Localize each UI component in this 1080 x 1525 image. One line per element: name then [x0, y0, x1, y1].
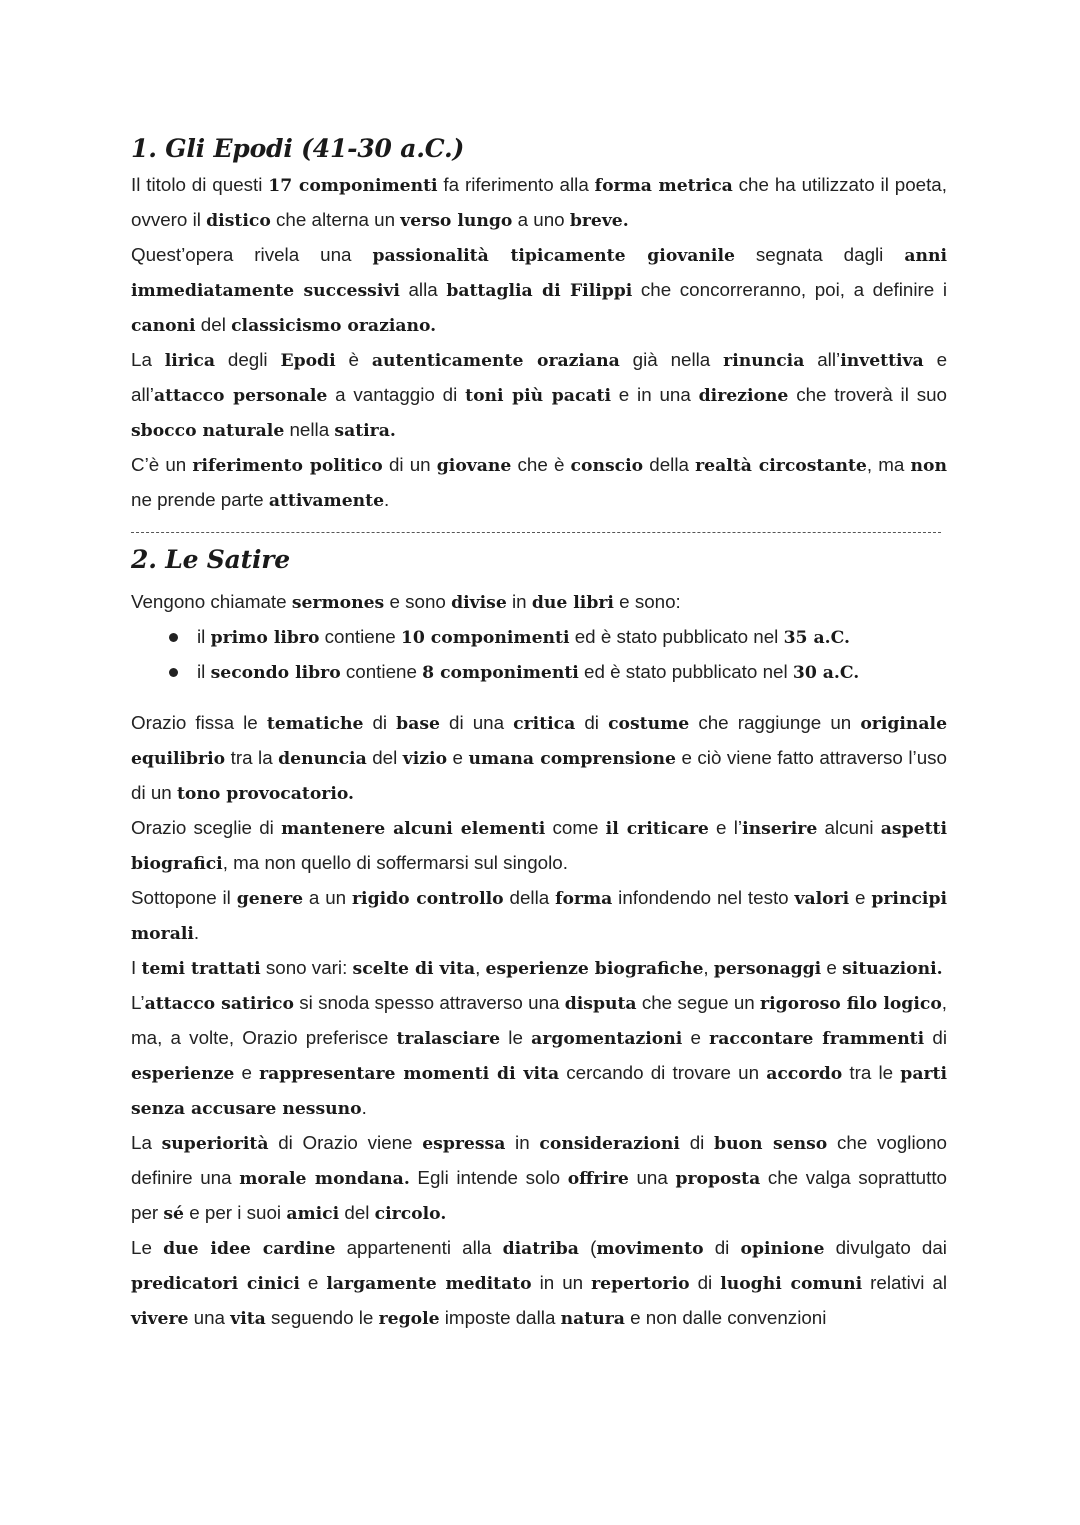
paragraph — [131, 1231, 947, 1336]
text-run: e ciò viene fatto attraverso l’uso di un — [131, 747, 947, 803]
bold-text: originale equilibrio — [131, 714, 948, 769]
bold-text: 35 a.C. — [783, 628, 850, 648]
bold-text: principi morali — [131, 889, 947, 944]
text-run: tra la — [225, 747, 279, 768]
text-run: è — [335, 349, 372, 370]
text-run: di — [575, 712, 609, 733]
text-run: di — [703, 1237, 741, 1258]
text-run: imposte dalla — [439, 1307, 561, 1328]
text-run: e in una — [610, 384, 699, 405]
bold-text: base — [396, 714, 440, 734]
text-run: di — [363, 712, 397, 733]
list-item — [197, 655, 1080, 690]
text-run: del — [195, 314, 232, 335]
paragraph — [131, 811, 947, 881]
text-run: Orazio fissa le — [131, 712, 267, 733]
bold-text: predicatori cinici — [131, 1274, 300, 1294]
bold-text: forma — [555, 889, 613, 909]
bold-text: vivere — [131, 1309, 189, 1329]
text-run: appartenenti alla — [335, 1237, 503, 1258]
bold-text: 30 a.C. — [792, 663, 860, 683]
text-run: e — [682, 1027, 710, 1048]
text-run: I — [131, 957, 142, 978]
text-run: e per i suoi — [184, 1202, 287, 1223]
text-run: Il titolo di questi — [131, 174, 269, 195]
bold-text: aspetti biografici — [131, 819, 947, 874]
bold-text: mantenere alcuni elementi — [281, 819, 546, 839]
text-run: una — [188, 1307, 231, 1328]
bold-text: esperienze — [131, 1064, 235, 1084]
bold-text: non — [910, 456, 947, 476]
bold-text: il criticare — [605, 819, 709, 839]
bold-text: situazioni. — [842, 959, 943, 979]
bold-text: breve. — [569, 211, 629, 231]
paragraph — [131, 881, 947, 951]
bold-text: 8 componimenti — [422, 663, 579, 683]
bold-text: sermones — [291, 593, 385, 613]
bold-text: canoni — [131, 316, 196, 336]
text-run: alcuni — [817, 817, 881, 838]
paragraph — [131, 343, 947, 448]
bold-text: genere — [236, 889, 304, 909]
bold-text: parti senza accusare nessuno — [131, 1064, 947, 1119]
bold-text: natura — [560, 1309, 625, 1329]
bold-text: verso lungo — [400, 211, 513, 231]
bold-text: rappresentare momenti di vita — [259, 1064, 560, 1084]
bold-text: due libri — [531, 593, 614, 613]
text-run: nella — [284, 419, 335, 440]
bold-text: secondo libro — [210, 663, 341, 683]
bold-text: 10 componimenti — [400, 628, 570, 648]
paragraph — [131, 238, 947, 343]
bold-text: forma metrica — [594, 176, 733, 196]
text-run: ne prende parte — [131, 489, 269, 510]
text-run: che valga soprattutto per — [131, 1167, 948, 1223]
text-run: , ma, a volte, Orazio preferisce — [131, 992, 948, 1048]
bold-text: conscio — [570, 456, 644, 476]
bold-text: attivamente — [268, 491, 385, 511]
bold-text: primo libro — [210, 628, 320, 648]
bold-text: realtà circostante — [695, 456, 867, 476]
text-run: e — [821, 957, 843, 978]
text-run: e sono: — [613, 591, 681, 612]
text-run: il — [197, 626, 211, 647]
text-run: Le — [131, 1237, 164, 1258]
bold-text: offrire — [567, 1169, 629, 1189]
text-run: di Orazio viene — [268, 1132, 423, 1153]
text-run: e non dalle convenzioni — [624, 1307, 827, 1328]
bold-text: 17 componimenti — [268, 176, 438, 196]
text-run: Vengono chiamate — [131, 591, 292, 612]
bold-text: tralasciare — [396, 1029, 501, 1049]
bold-text: considerazioni — [539, 1134, 680, 1154]
text-run: di una — [439, 712, 514, 733]
text-run: che alterna un — [270, 209, 401, 230]
section-heading-epodi: 1. Gli Epodi (41-30 a.C.) — [131, 134, 465, 163]
text-run: in — [505, 1132, 540, 1153]
bold-text: amici — [286, 1204, 340, 1224]
text-run: e — [299, 1272, 327, 1293]
text-run: che raggiunge un — [689, 712, 861, 733]
bold-text: accordo — [766, 1064, 843, 1084]
bold-text: satira. — [334, 421, 396, 441]
text-run: della — [503, 887, 556, 908]
bold-text: espressa — [422, 1134, 506, 1154]
bold-text: tono provocatorio. — [176, 784, 355, 804]
bold-text: diatriba — [502, 1239, 579, 1259]
text-run: Quest’opera rivela una — [131, 244, 373, 265]
text-run: già nella — [619, 349, 724, 370]
text-run: a un — [303, 887, 352, 908]
text-run: e — [447, 747, 469, 768]
text-run: che troverà il suo — [788, 384, 947, 405]
text-run: come — [545, 817, 606, 838]
bold-text: due idee cardine — [163, 1239, 336, 1259]
text-run: , ma — [866, 454, 911, 475]
text-run: che segue un — [636, 992, 761, 1013]
bold-text: proposta — [675, 1169, 761, 1189]
text-run: sono vari: — [260, 957, 353, 978]
bold-text: disputa — [564, 994, 637, 1014]
text-run: della — [643, 454, 696, 475]
bold-text: circolo. — [374, 1204, 447, 1224]
text-run: L’ — [131, 992, 145, 1013]
text-run: alla — [399, 279, 447, 300]
bold-text: attacco personale — [153, 386, 328, 406]
bold-text: esperienze biografiche — [485, 959, 704, 979]
bold-text: argomentazioni — [531, 1029, 683, 1049]
text-run: del — [339, 1202, 375, 1223]
text-run: infondendo nel testo — [612, 887, 795, 908]
bold-text: critica — [513, 714, 576, 734]
bold-text: sé — [163, 1204, 184, 1224]
bold-text: classicismo oraziano. — [231, 316, 437, 336]
text-run: che vogliono definire una — [131, 1132, 947, 1188]
text-run: a vantaggio di — [327, 384, 466, 405]
text-run: a uno — [512, 209, 570, 230]
bold-text: vizio — [402, 749, 448, 769]
bold-text: umana comprensione — [468, 749, 676, 769]
text-run: , — [475, 957, 486, 978]
text-run: divulgato dai — [824, 1237, 947, 1258]
text-run: C’è un — [131, 454, 193, 475]
text-run: contiene — [319, 626, 401, 647]
paragraph — [131, 168, 947, 238]
bold-text: rigido controllo — [352, 889, 504, 909]
list-item — [197, 620, 1080, 655]
bold-text: superiorità — [161, 1134, 269, 1154]
text-run: seguendo le — [265, 1307, 379, 1328]
bold-text: denuncia — [278, 749, 367, 769]
text-run: di — [679, 1132, 715, 1153]
text-run: degli — [215, 349, 281, 370]
bold-text: movimento — [596, 1239, 704, 1259]
paragraph — [131, 706, 947, 811]
bold-text: largamente meditato — [326, 1274, 532, 1294]
paragraph — [131, 448, 947, 518]
bold-text: lirica — [164, 351, 216, 371]
paragraph — [131, 1126, 947, 1231]
text-run: le — [500, 1027, 532, 1048]
bold-text: inserire — [742, 819, 818, 839]
text-run: e — [234, 1062, 260, 1083]
text-run: e — [849, 887, 872, 908]
text-run: di un — [382, 454, 437, 475]
text-run: relativi al — [862, 1272, 947, 1293]
text-run: Egli intende solo — [409, 1167, 568, 1188]
bold-text: tematiche — [266, 714, 364, 734]
text-run: La — [131, 349, 165, 370]
bold-text: riferimento politico — [192, 456, 383, 476]
bold-text: divise — [451, 593, 507, 613]
bold-text: temi trattati — [141, 959, 261, 979]
text-run: ( — [578, 1237, 597, 1258]
books-list — [131, 620, 1080, 690]
text-run: cercando di trovare un — [559, 1062, 767, 1083]
text-run: una — [628, 1167, 676, 1188]
bold-text: invettiva — [840, 351, 924, 371]
satire-intro — [131, 585, 947, 620]
text-run: , — [703, 957, 714, 978]
text-run: di — [924, 1027, 947, 1048]
bold-text: autenticamente oraziana — [371, 351, 620, 371]
text-run: La — [131, 1132, 162, 1153]
text-run: di — [689, 1272, 721, 1293]
text-run: ed è stato pubblicato nel — [578, 661, 793, 682]
text-run: . — [361, 1097, 367, 1118]
bold-text: distico — [206, 211, 271, 231]
section-divider — [131, 532, 941, 533]
section-heading-satire: 2. Le Satire — [131, 545, 290, 574]
bold-text: rigoroso filo logico — [760, 994, 942, 1014]
satire-body — [131, 706, 1080, 1336]
epodi-body — [131, 168, 1080, 518]
bold-text: costume — [608, 714, 690, 734]
text-run: , ma non quello di soffermarsi sul singolo. — [222, 852, 568, 873]
text-run: del — [366, 747, 403, 768]
paragraph — [131, 986, 947, 1126]
text-run: e sono — [384, 591, 452, 612]
bold-text: personaggi — [713, 959, 822, 979]
text-run: contiene — [340, 661, 423, 682]
bold-text: morale mondana. — [239, 1169, 410, 1189]
bold-text: battaglia di Filippi — [446, 281, 633, 301]
bold-text: Epodi — [280, 351, 336, 371]
bold-text: luoghi comuni — [720, 1274, 863, 1294]
text-run: fa riferimento alla — [437, 174, 595, 195]
paragraph — [131, 951, 947, 986]
bold-text: regole — [378, 1309, 440, 1329]
text-run: che ha utilizzato il poeta, ovvero il — [131, 174, 947, 230]
text-run: che è — [511, 454, 571, 475]
text-run: Sottopone il — [131, 887, 237, 908]
text-run: ed è stato pubblicato nel — [569, 626, 784, 647]
bold-text: buon senso — [714, 1134, 828, 1154]
text-run: Orazio sceglie di — [131, 817, 282, 838]
bold-text: passionalità tipicamente giovanile — [372, 246, 735, 266]
bold-text: giovane — [436, 456, 512, 476]
bold-text: repertorio — [591, 1274, 690, 1294]
text-run: e all’ — [131, 349, 948, 405]
text-run: segnata dagli — [734, 244, 905, 265]
text-run: e l’ — [708, 817, 743, 838]
text-run: che concorreranno, poi, a definire i — [632, 279, 947, 300]
bold-text: vita — [230, 1309, 266, 1329]
text-run: . — [193, 922, 200, 943]
bold-text: opinione — [740, 1239, 825, 1259]
bold-text: scelte di vita — [352, 959, 476, 979]
bold-text: anni immediatamente successivi — [131, 246, 947, 301]
bold-text: direzione — [698, 386, 789, 406]
text-run: tra le — [842, 1062, 901, 1083]
bold-text: attacco satirico — [144, 994, 294, 1014]
text-run: il — [197, 661, 211, 682]
bold-text: raccontare frammenti — [709, 1029, 925, 1049]
bold-text: toni più pacati — [465, 386, 611, 406]
text-run: all’ — [804, 349, 841, 370]
bold-text: rinuncia — [723, 351, 805, 371]
bold-text: sbocco naturale — [131, 421, 285, 441]
text-run: in — [506, 591, 532, 612]
bold-text: valori — [794, 889, 850, 909]
text-run: in un — [531, 1272, 592, 1293]
text-run: . — [384, 489, 390, 510]
text-run: si snoda spesso attraverso una — [293, 992, 565, 1013]
